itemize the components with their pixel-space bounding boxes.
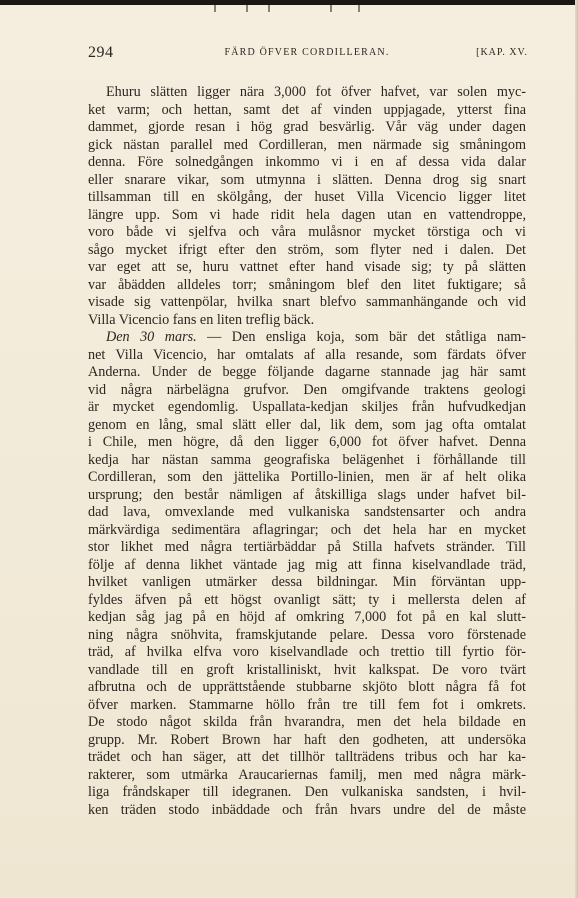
text-line: trädet och han säger, att det tillhör tallträdens tribus och har ka- — [88, 749, 526, 765]
text-line: Cordilleran, som den jättelika Portillo-linien, men är af helt olika — [88, 469, 526, 485]
text-line: ket varm; och hettan, samt det af vinden uppjagade, ytterst fina — [88, 101, 526, 118]
text-line: hvilket vanligen utmärker dessa bildningar. Min förväntan upp- — [88, 574, 526, 590]
text-line: var åbädden alldeles torr; småningom blef den litet fuktigare; så — [88, 276, 526, 293]
text-line: liga fråndskaper till idegranen. Den vulkaniska sandsten, i hvil- — [88, 784, 526, 800]
entry-date: Den 30 mars. — [106, 329, 197, 345]
scan-edge-marks — [0, 5, 578, 13]
text-line: ning några snöhvita, framskjutande pelare. Dessa voro förstenade — [88, 626, 526, 643]
text-line: öfver marken. Stammarne höllo från tre till fem fot i omkrets. — [88, 696, 526, 713]
text-line: visade sig vattenpölar, hvilka snart blefvo sammanhängande och vid — [88, 294, 526, 310]
text-line: sågo mycket ifrigt efter den ström, som flyter ned i dalen. Det — [88, 241, 526, 258]
text-line: Ehuru slätten ligger nära 3,000 fot öfver hafvet, var solen myc- — [106, 84, 526, 100]
text-line: Villa Vicencio fans en liten treflig bäck. — [88, 311, 315, 328]
text-line: träd, af hvilka elfva voro kiselvandlade och trettio till fyrtio för- — [88, 644, 526, 660]
text-line: stor likhet med några tertiärbäddar på Stilla hafvets stränder. Till — [88, 539, 526, 555]
text-line: net Villa Vicencio, har omtalats af alla resande, som färdats öfver — [88, 346, 526, 363]
text-line: afbrutna och de upprättstående stubbarne skjöto blott några få fot — [88, 679, 526, 695]
text-line: dammet, gjorde resan i hög grad besvärlig. Vår väg under dagen — [88, 119, 526, 135]
text-line: var eget att se, huru vattnet efter hand visade sig; ty på slätten — [88, 259, 526, 275]
text-line: tillsamman till en skölgång, der huset Villa Vicencio ligger litet — [88, 189, 526, 205]
date-line-text: — Den ensliga koja, som bär det ståtliga nam- — [207, 329, 526, 345]
text-line: grupp. Mr. Robert Brown har haft den godheten, att undersöka — [88, 731, 526, 748]
text-line: voro både vi sjelfva och våra mulåsnor mycket törstiga och vi — [88, 224, 526, 240]
text-line: Anderna. Under de begge följande dagarne stannade jag här samt — [88, 364, 526, 380]
running-title: FÄRD ÖFVER CORDILLERAN. — [224, 47, 390, 58]
text-line: ken träden stodo inbäddade och från hvars undre del de måste — [88, 801, 526, 818]
text-line: ursprung; den består nämligen af åtskilliga slags under hafvet bil- — [88, 486, 526, 503]
text-line: dad lava, omvexlande med vulkaniska sandstensarter och andra — [88, 504, 526, 520]
text-line: märkvärdiga sedimentära aflagringar; och det hela har en mycket — [88, 521, 526, 538]
text-line: gick nästan parallel med Cordilleran, men närmade sig småningom — [88, 136, 526, 153]
running-header — [86, 44, 528, 64]
text-line: fyldes äfven på ett högst ovanligt sätt; ty i mellersta delen af — [88, 591, 526, 608]
text-line: rakterer, som utmärka Araucariernas familj, men med några märk- — [88, 766, 526, 783]
text-line: i Chile, men högre, då den ligger 6,000 fot öfver hafvet. Denna — [88, 434, 526, 450]
text-line: vid några närbelägna grufvor. Den omgifvande traktens geologi — [88, 381, 526, 398]
text-line: genom en lång, smal slätt eller dal, lik dem, som jag ofta omtalat — [88, 416, 526, 433]
text-line: följe af denna likhet väntade jag mig att finna kiselvandlade träd, — [88, 556, 526, 573]
text-line: De stodo något skilda från hvarandra, men det hela bildade en — [88, 714, 526, 730]
date-line — [88, 329, 526, 347]
text-line: längre upp. Som vi hade ridit hela dagen utan en vattendroppe, — [88, 206, 526, 223]
text-line: eller snarare vikar, som utmynna i slätten. Denna drog sig snart — [88, 171, 526, 188]
text-line: denna. Före solnedgången inkommo vi i en af dessa vida dalar — [88, 154, 526, 170]
body-text — [88, 84, 526, 819]
text-line: kedjan såg jag på en höjd af omkring 7,000 fot på en kal slutt- — [88, 609, 526, 625]
text-line: är mycket egendomlig. Uspallata-kedjan skiljes från hufvudkedjan — [88, 399, 526, 415]
chapter-reference: [KAP. XV. — [476, 47, 528, 58]
page-number: 294 — [88, 44, 114, 61]
text-line: vandlade till en groft kristalliniskt, hvit kalkspat. De voro tvärt — [88, 661, 526, 678]
text-line: kedja har nästan samma geografiska belägenhet i förhållande till — [88, 451, 526, 468]
